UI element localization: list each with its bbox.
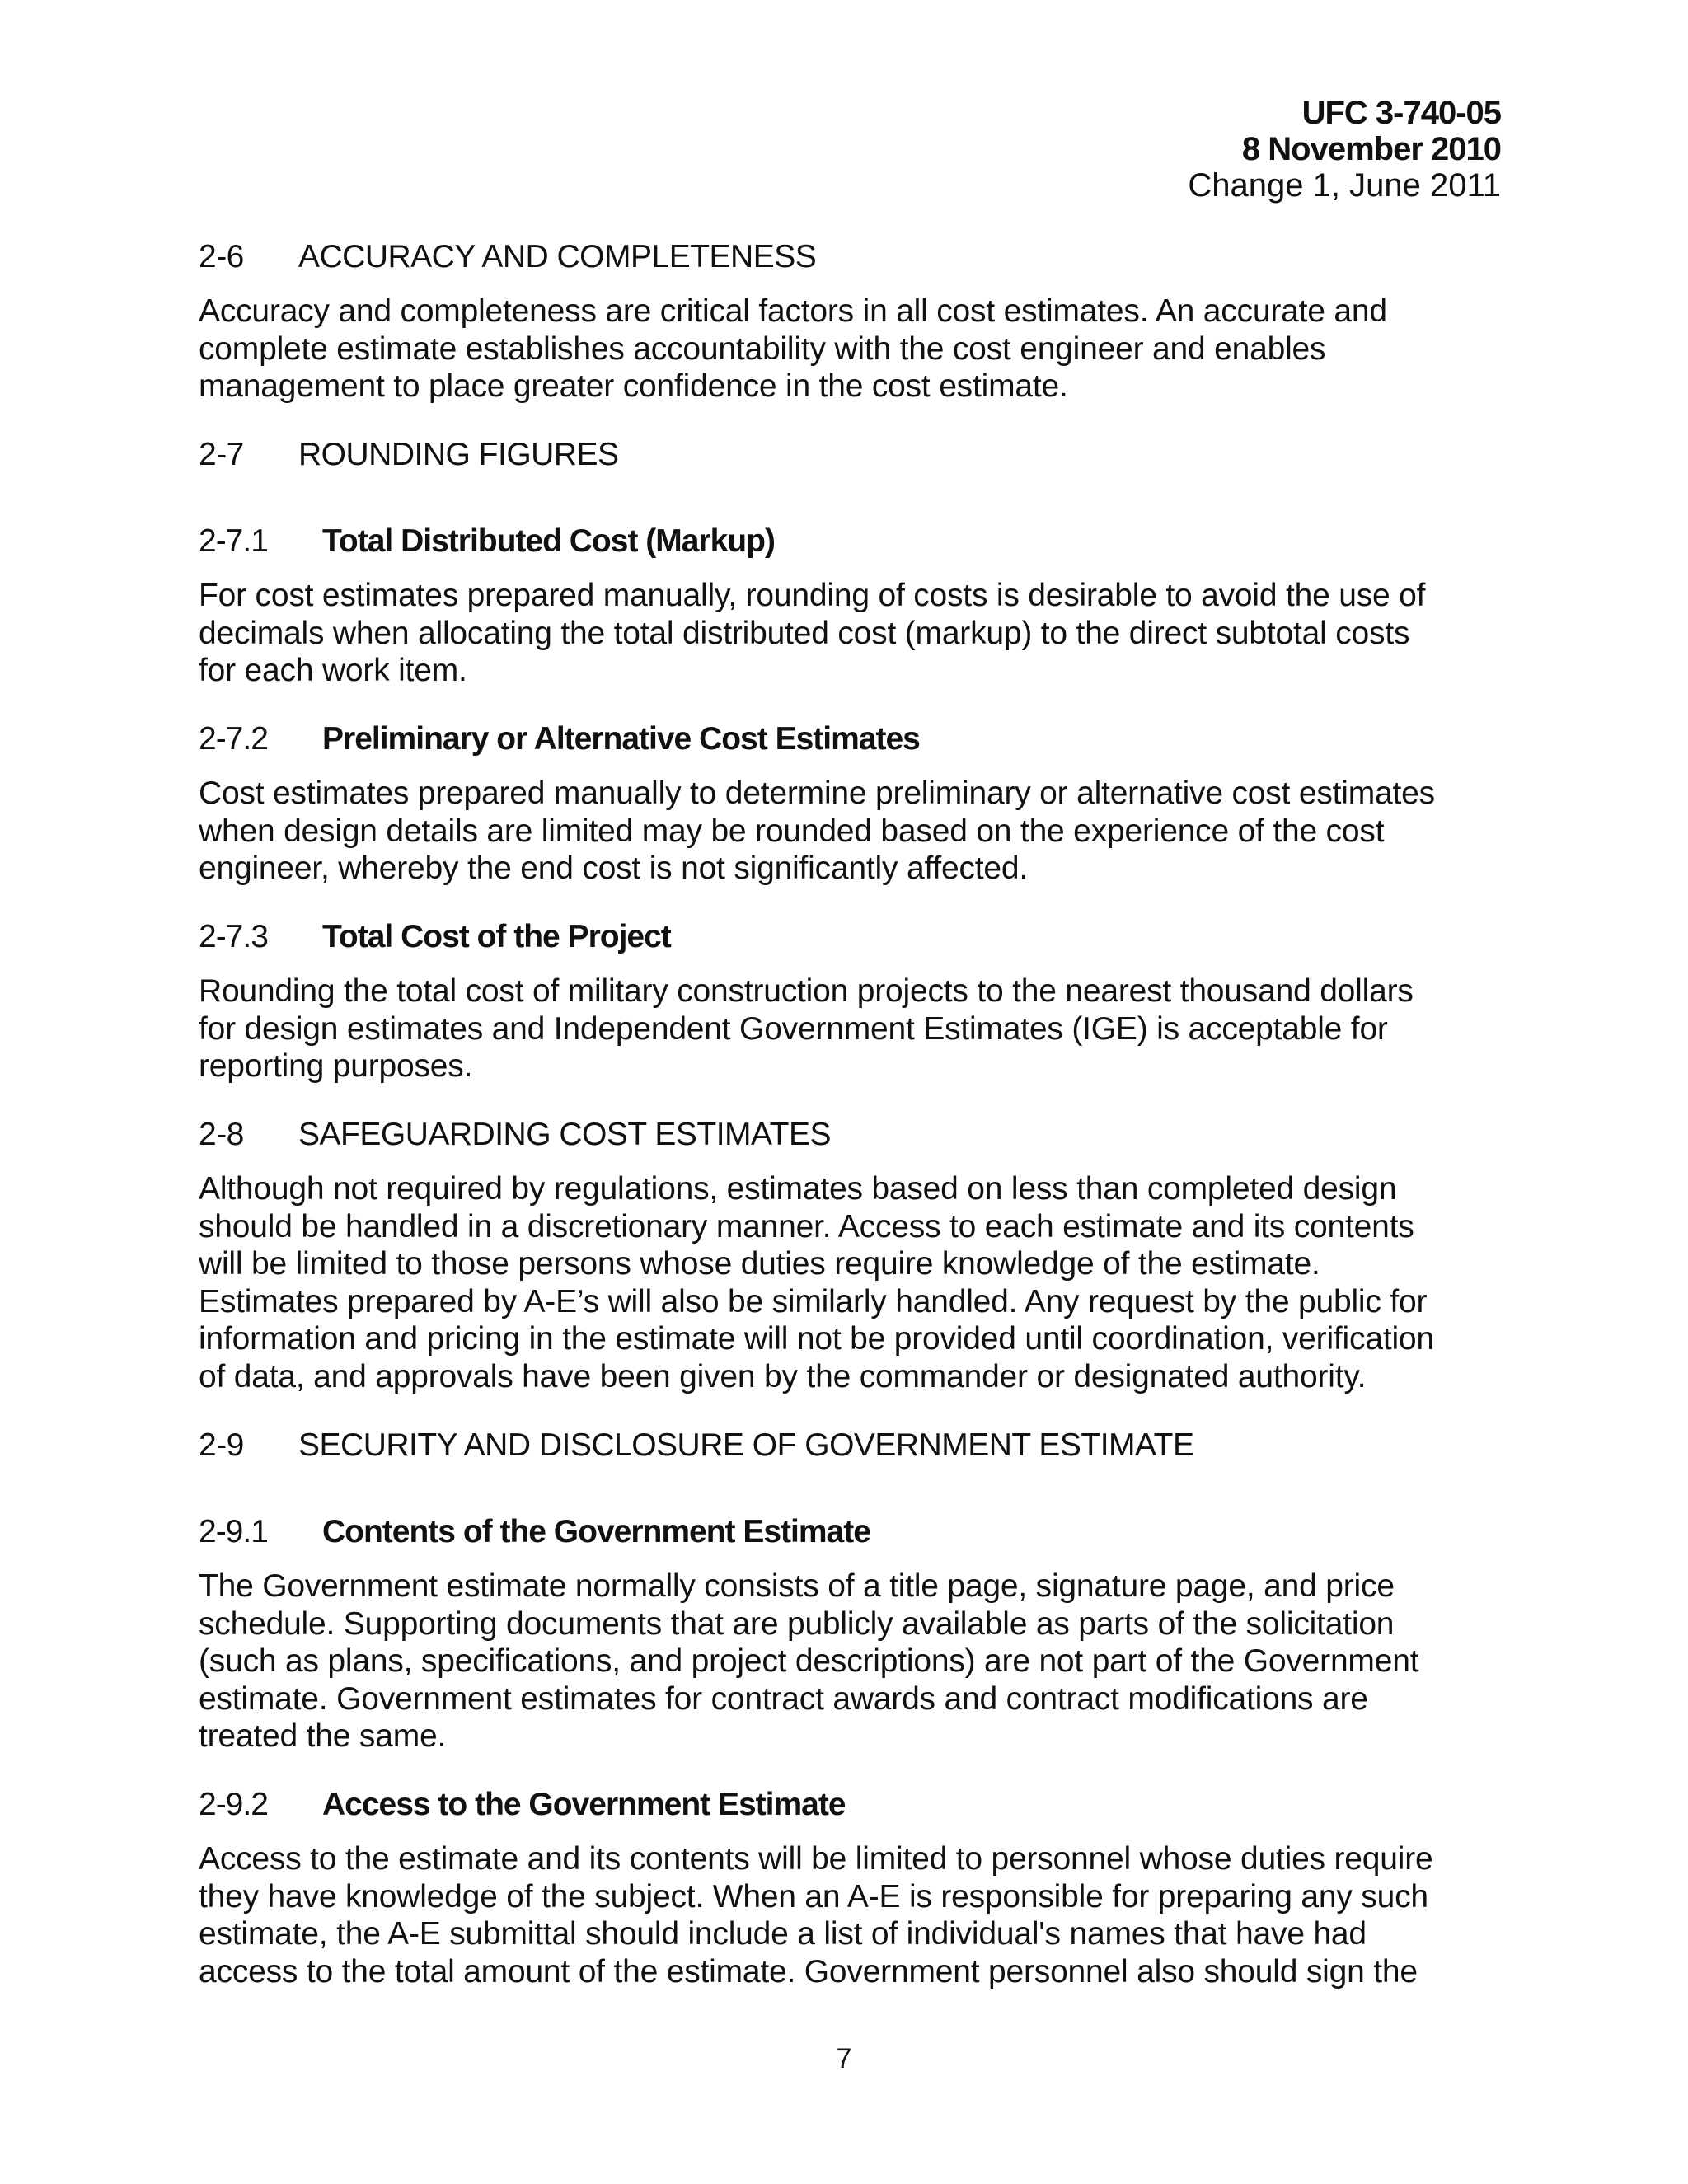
text-line: Although not required by regulations, estimates based on less than completed design [199, 1171, 1397, 1207]
paragraph-2-9-2 [199, 1840, 1517, 1990]
paragraph-2-7-2 [199, 775, 1517, 888]
text-line: decimals when allocating the total distributed cost (markup) to the direct subtotal costs [199, 615, 1410, 651]
subsection-heading-2-7-1 [199, 523, 1517, 560]
text-line: Rounding the total cost of military construction projects to the nearest thousand dollars [199, 973, 1414, 1009]
subsection-title: Total Distributed Cost (Markup) [322, 523, 775, 559]
subsection-number: 2-7.3 [199, 919, 268, 954]
doc-id: UFC 3-740-05 [1301, 95, 1501, 131]
text-line: for each work item. [199, 653, 467, 688]
paragraph-2-8 [199, 1170, 1517, 1395]
section-title: SECURITY AND DISCLOSURE OF GOVERNMENT ESTIMATE [298, 1427, 1194, 1463]
subsection-heading-2-9-2 [199, 1787, 1517, 1823]
text-line: (such as plans, specifications, and project descriptions) are not part of the Government [199, 1643, 1419, 1679]
section-number: 2-6 [199, 239, 244, 274]
text-line: The Government estimate normally consists of a title page, signature page, and price [199, 1568, 1395, 1604]
paragraph-2-6 [199, 293, 1517, 405]
section-number: 2-7 [199, 437, 244, 472]
text-line: for design estimates and Independent Government Estimates (IGE) is acceptable for [199, 1010, 1388, 1047]
text-line: estimate, the A-E submittal should include a list of individual's names that have had [199, 1916, 1367, 1952]
page-number: 7 [836, 2043, 852, 2074]
section-heading-2-6 [199, 239, 1517, 275]
subsection-number: 2-9.2 [199, 1787, 268, 1822]
text-line: access to the total amount of the estimate. Government personnel also should sign the [199, 1953, 1418, 1990]
subsection-number: 2-9.1 [199, 1514, 268, 1549]
paragraph-2-9-1 [199, 1568, 1517, 1755]
subsection-heading-2-7-3 [199, 919, 1517, 955]
section-heading-2-9 [199, 1427, 1517, 1464]
text-line: Estimates prepared by A-E’s will also be similarly handled. Any request by the public for [199, 1283, 1428, 1319]
section-number: 2-8 [199, 1117, 244, 1152]
section-title: SAFEGUARDING COST ESTIMATES [298, 1117, 831, 1152]
text-line: estimate. Government estimates for contract awards and contract modifications are [199, 1680, 1368, 1717]
subsection-number: 2-7.2 [199, 721, 268, 757]
text-line: reporting purposes. [199, 1048, 473, 1084]
subsection-title: Contents of the Government Estimate [322, 1514, 870, 1549]
text-line: treated the same. [199, 1718, 447, 1754]
doc-date: 8 November 2010 [1241, 131, 1501, 167]
paragraph-2-7-3 [199, 972, 1517, 1085]
text-line: should be handled in a discretionary manner. Access to each estimate and its contents [199, 1208, 1414, 1244]
text-line: schedule. Supporting documents that are publicly available as parts of the solicitation [199, 1605, 1395, 1642]
section-number: 2-9 [199, 1427, 244, 1463]
text-line: engineer, whereby the end cost is not significantly affected. [199, 851, 1029, 886]
subsection-heading-2-7-2 [199, 721, 1517, 757]
text-line: when design details are limited may be rounded based on the experience of the cost [199, 813, 1385, 849]
text-line: information and pricing in the estimate will not be provided until coordination, verification [199, 1321, 1434, 1357]
text-line: management to place greater confidence in the cost estimate. [199, 368, 1068, 404]
doc-change: Change 1, June 2011 [1188, 167, 1501, 204]
subsection-number: 2-7.1 [199, 523, 268, 559]
subsection-title: Total Cost of the Project [322, 919, 671, 954]
section-title: ROUNDING FIGURES [298, 437, 619, 472]
subsection-heading-2-9-1 [199, 1514, 1517, 1550]
subsection-title: Preliminary or Alternative Cost Estimates [322, 721, 920, 757]
text-line: For cost estimates prepared manually, rounding of costs is desirable to avoid the use of [199, 578, 1426, 613]
text-line: will be limited to those persons whose duties require knowledge of the estimate. [199, 1246, 1320, 1282]
text-line: of data, and approvals have been given by the commander or designated authority. [199, 1358, 1367, 1394]
section-heading-2-7 [199, 437, 1517, 473]
text-line: Accuracy and completeness are critical factors in all cost estimates. An accurate and [199, 293, 1387, 329]
text-line: they have knowledge of the subject. When an A-E is responsible for preparing any such [199, 1878, 1428, 1915]
paragraph-2-7-1 [199, 577, 1517, 690]
subsection-title: Access to the Government Estimate [322, 1787, 846, 1822]
text-line: Cost estimates prepared manually to determine preliminary or alternative cost estimates [199, 776, 1435, 811]
page-header [842, 95, 1501, 204]
section-title: ACCURACY AND COMPLETENESS [298, 239, 817, 274]
text-line: complete estimate establishes accountability with the cost engineer and enables [199, 330, 1326, 367]
text-line: Access to the estimate and its contents will be limited to personnel whose duties require [199, 1841, 1433, 1877]
section-heading-2-8 [199, 1117, 1517, 1153]
